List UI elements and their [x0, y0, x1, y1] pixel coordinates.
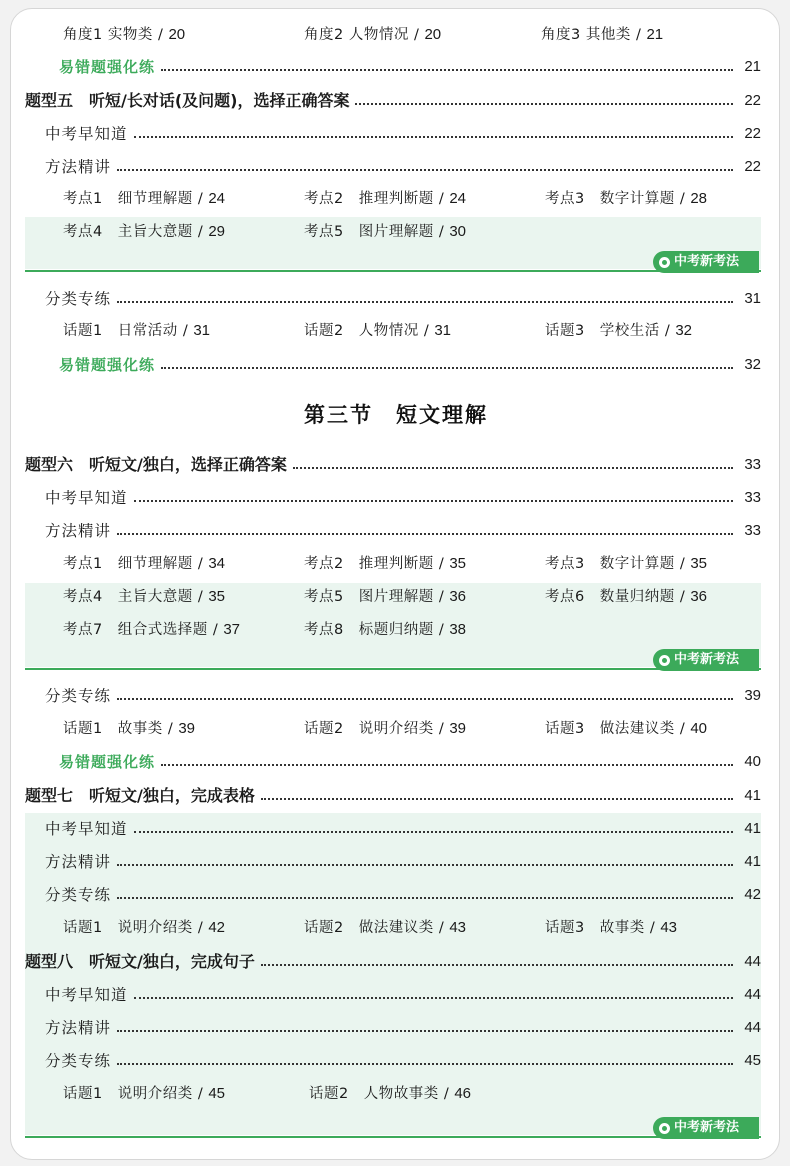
toc-entry-ffjj[interactable] — [11, 1012, 780, 1044]
toc-subentry[interactable]: 话题3 故事类 / 43 — [545, 919, 678, 936]
page-number: 41 — [744, 853, 761, 870]
toc-subentry[interactable]: 话题1 说明介绍类 / 45 — [63, 1085, 226, 1102]
dot-leader — [117, 533, 733, 535]
dot-leader — [261, 964, 733, 966]
kaodian-row — [11, 548, 780, 580]
dot-leader — [117, 1063, 733, 1065]
toc-entry-title: 中考早知道 — [45, 820, 128, 838]
dot-leader — [355, 103, 733, 105]
page-number: 44 — [744, 986, 761, 1003]
toc-subentry[interactable]: 考点2 推理判断题 / 35 — [304, 555, 467, 572]
dot-leader — [117, 301, 733, 303]
huati-row — [11, 713, 780, 745]
page-number: 44 — [744, 1019, 761, 1036]
dot-leader — [117, 864, 733, 866]
toc-entry-practice[interactable] — [11, 51, 780, 83]
toc-subentry[interactable]: 话题2 说明介绍类 / 39 — [304, 720, 467, 737]
dot-leader — [117, 1030, 733, 1032]
toc-entry-flzl[interactable] — [11, 879, 780, 911]
kaodian-row — [11, 581, 780, 613]
page-number: 33 — [744, 489, 761, 506]
toc-entry-title: 方法精讲 — [45, 853, 112, 871]
new-method-badge: 中考新考法 — [653, 251, 759, 273]
page-number: 33 — [744, 522, 761, 539]
page-number: 32 — [744, 356, 761, 373]
kaodian-row — [11, 614, 780, 646]
toc-subentry[interactable]: 话题2 做法建议类 / 43 — [304, 919, 467, 936]
dot-leader — [293, 467, 733, 469]
toc-subentry[interactable]: 考点3 数字计算题 / 28 — [545, 190, 708, 207]
page-number: 22 — [744, 125, 761, 142]
divider — [25, 270, 761, 272]
toc-subentry[interactable]: 角度1 实物类 / 20 — [63, 26, 186, 43]
lightbulb-icon — [659, 1123, 670, 1134]
toc-subentry[interactable]: 考点4 主旨大意题 / 29 — [63, 223, 226, 240]
toc-entry-zkzzd[interactable] — [11, 118, 780, 150]
toc-entry-type7[interactable] — [11, 780, 780, 812]
page-number: 31 — [744, 290, 761, 307]
kaodian-row — [11, 183, 780, 215]
dot-leader — [134, 500, 733, 502]
huati-row — [11, 1078, 780, 1110]
toc-subentry[interactable]: 话题3 做法建议类 / 40 — [545, 720, 708, 737]
toc-entry-type8[interactable] — [11, 946, 780, 978]
toc-entry-title: 中考早知道 — [45, 125, 128, 143]
dot-leader — [161, 367, 733, 369]
lightbulb-icon — [659, 257, 670, 268]
page-number: 40 — [744, 753, 761, 770]
toc-entry-type6[interactable] — [11, 449, 780, 481]
toc-subentry[interactable]: 考点4 主旨大意题 / 35 — [63, 588, 226, 605]
toc-subentry[interactable]: 话题2 人物情况 / 31 — [304, 322, 452, 339]
toc-entry-ffjj[interactable] — [11, 515, 780, 547]
toc-subentry[interactable]: 考点5 图片理解题 / 30 — [304, 223, 467, 240]
huati-row — [11, 315, 780, 347]
dot-leader — [117, 897, 733, 899]
page-number: 41 — [744, 787, 761, 804]
toc-subentry[interactable]: 话题2 人物故事类 / 46 — [309, 1085, 472, 1102]
toc-entry-flzl[interactable] — [11, 283, 780, 315]
dot-leader — [261, 798, 733, 800]
toc-subentry[interactable]: 考点3 数字计算题 / 35 — [545, 555, 708, 572]
page-number: 33 — [744, 456, 761, 473]
toc-entry-title: 易错题强化练 — [59, 58, 156, 76]
toc-subentry[interactable]: 考点1 细节理解题 / 34 — [63, 555, 226, 572]
page-number: 45 — [744, 1052, 761, 1069]
dot-leader — [161, 69, 733, 71]
dot-leader — [161, 764, 733, 766]
toc-entry-ffjj[interactable] — [11, 846, 780, 878]
dot-leader — [117, 698, 733, 700]
toc-entry-title: 分类专练 — [45, 886, 112, 904]
new-method-badge: 中考新考法 — [653, 649, 759, 671]
page-number: 22 — [744, 158, 761, 175]
toc-entry-title: 中考早知道 — [45, 489, 128, 507]
dot-leader — [134, 136, 733, 138]
toc-entry-title: 题型八 听短文/独白，完成句子 — [25, 952, 255, 971]
toc-entry-zkzzd[interactable] — [11, 482, 780, 514]
toc-entry-title: 分类专练 — [45, 290, 112, 308]
divider — [25, 1136, 761, 1138]
toc-entry-title: 分类专练 — [45, 687, 112, 705]
toc-subentry[interactable]: 考点6 数量归纳题 / 36 — [545, 588, 708, 605]
new-method-badge: 中考新考法 — [653, 1117, 759, 1139]
toc-subentry[interactable]: 角度2 人物情况 / 20 — [304, 26, 442, 43]
toc-entry-title: 分类专练 — [45, 1052, 112, 1070]
lightbulb-icon — [659, 655, 670, 666]
toc-subentry[interactable]: 角度3 其他类 / 21 — [541, 26, 664, 43]
huati-row — [11, 912, 780, 944]
toc-entry-title: 题型七 听短文/独白，完成表格 — [25, 786, 255, 805]
toc-entry-type5[interactable] — [11, 85, 780, 117]
toc-subentry[interactable]: 话题3 学校生活 / 32 — [545, 322, 693, 339]
toc-entry-practice[interactable] — [11, 349, 780, 381]
kaodian-row — [11, 216, 780, 248]
toc-page — [10, 8, 780, 1160]
page-number: 44 — [744, 953, 761, 970]
toc-entry-ffjj[interactable] — [11, 151, 780, 183]
page-number: 39 — [744, 687, 761, 704]
toc-entry-zkzzd[interactable] — [11, 813, 780, 845]
toc-entry-title: 题型五 听短/长对话(及问题)，选择正确答案 — [25, 91, 350, 110]
toc-subentry[interactable]: 考点5 图片理解题 / 36 — [304, 588, 467, 605]
toc-subentry[interactable]: 话题1 说明介绍类 / 42 — [63, 919, 226, 936]
page-number: 22 — [744, 92, 761, 109]
toc-subentry[interactable]: 考点2 推理判断题 / 24 — [304, 190, 467, 207]
toc-entry-title: 易错题强化练 — [59, 753, 156, 771]
page-number: 41 — [744, 820, 761, 837]
dot-leader — [134, 997, 733, 999]
page-number: 42 — [744, 886, 761, 903]
toc-entry-zkzzd[interactable] — [11, 979, 780, 1011]
toc-subentry[interactable]: 考点1 细节理解题 / 24 — [63, 190, 226, 207]
section-heading: 第三节 短文理解 — [304, 403, 488, 427]
toc-subentry[interactable]: 考点7 组合式选择题 / 37 — [63, 621, 241, 638]
angle-row — [11, 19, 780, 51]
toc-subentry[interactable]: 话题1 日常活动 / 31 — [63, 322, 211, 339]
toc-entry-title: 方法精讲 — [45, 522, 112, 540]
toc-entry-title: 题型六 听短文/独白，选择正确答案 — [25, 455, 287, 474]
toc-entry-title: 方法精讲 — [45, 158, 112, 176]
divider — [25, 668, 761, 670]
toc-entry-flzl[interactable] — [11, 680, 780, 712]
toc-entry-title: 方法精讲 — [45, 1019, 112, 1037]
toc-subentry[interactable]: 话题1 故事类 / 39 — [63, 720, 196, 737]
toc-entry-title: 中考早知道 — [45, 986, 128, 1004]
toc-entry-title: 易错题强化练 — [59, 356, 156, 374]
toc-entry-flzl[interactable] — [11, 1045, 780, 1077]
dot-leader — [117, 169, 733, 171]
page-number: 21 — [744, 58, 761, 75]
dot-leader — [134, 831, 733, 833]
toc-entry-practice[interactable] — [11, 746, 780, 778]
toc-subentry[interactable]: 考点8 标题归纳题 / 38 — [304, 621, 467, 638]
